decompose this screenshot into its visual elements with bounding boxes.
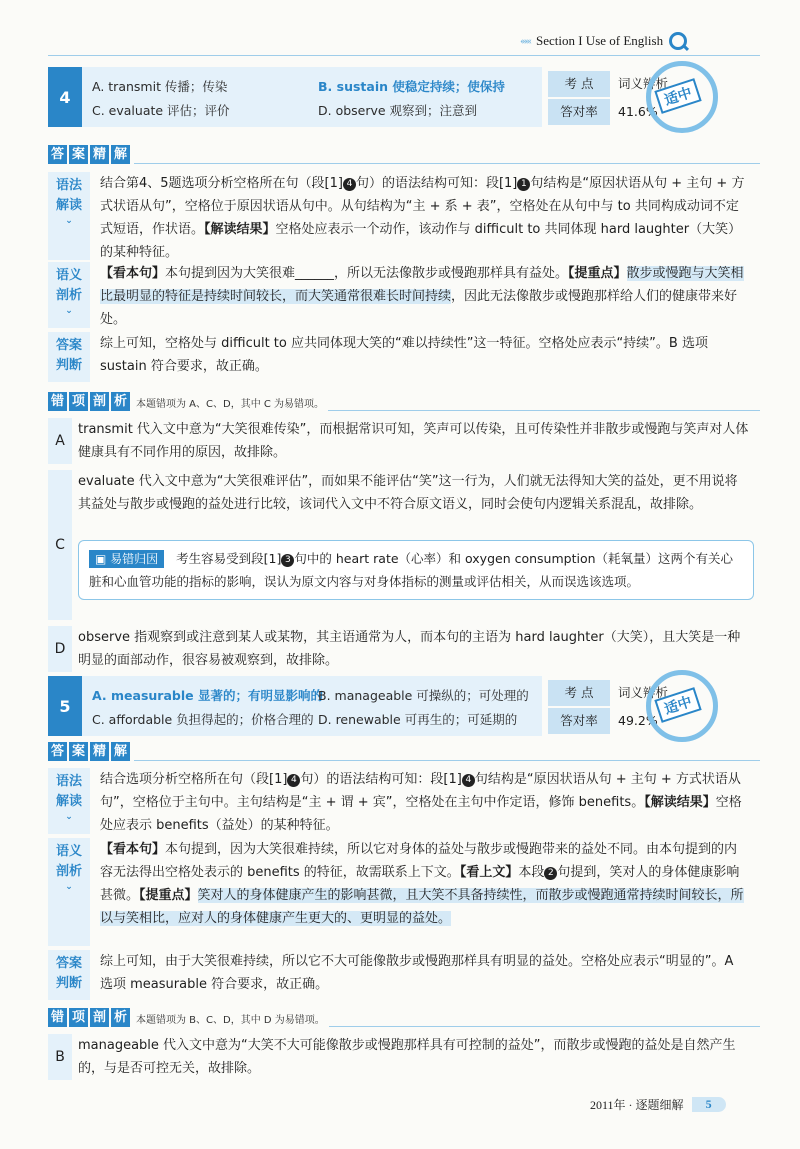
- option-b: B. manageable 可操纵的；可处理的: [318, 688, 529, 703]
- grammar-label: [48, 768, 90, 834]
- question-number: 4: [48, 67, 82, 127]
- title-char: 精: [90, 742, 109, 761]
- page-footer: [590, 1096, 726, 1113]
- label-line: 剖析: [55, 864, 82, 879]
- highlight-text: 散步或慢跑与大笑相比最明显的特征是持续时间较长，而大笑通常很难长时间持续: [100, 266, 744, 304]
- option-d: D. renewable 可再生的；可延期的: [318, 712, 518, 727]
- question-stats: [548, 676, 708, 736]
- option-letter: D: [48, 626, 72, 672]
- text-run: 句）的语法结构可知：段[1]: [300, 772, 462, 787]
- option-c: C. evaluate 评估；评价: [92, 103, 230, 118]
- text-run: 本句提到因为大笑很难______，所以无法像散步或慢跑那样具有益处。: [165, 266, 569, 281]
- header-arrows: ‹‹‹‹‹‹: [520, 35, 530, 47]
- stat-value: 41.6%: [618, 104, 658, 119]
- trap-tag-label: 易错归因: [110, 552, 159, 566]
- trap-box: [78, 540, 754, 600]
- chevron-down-icon: ⌄: [65, 306, 73, 316]
- stat-label: 答对率: [548, 708, 610, 734]
- footer-label: 2011年 · 逐题细解: [590, 1098, 684, 1112]
- title-char: 解: [111, 742, 130, 761]
- q4-option-a-text: transmit 代入文中意为“大笑很难传染”，而根据常识可知，笑声可以传染，且可传染性并非散步或慢跑与笑声对人体健康具有不同作用的原因，故排除。: [78, 422, 749, 460]
- circled-number: 4: [343, 178, 356, 191]
- meaning-label: [48, 838, 90, 946]
- search-q-icon: [669, 32, 687, 50]
- q5-grammar-text: [100, 768, 750, 837]
- title-char: 剖: [90, 392, 109, 411]
- text-run: 句结构是“原因状语从句 + 主句 + 方式状语从句”，空格位于主句中。主句结构是“主 + 谓 + 宾”，空格处在主句中作定语，修饰 benefits。: [100, 772, 741, 810]
- question-5-bar: [48, 676, 756, 736]
- title-char: 错: [48, 392, 67, 411]
- difficulty-stamp: [646, 61, 718, 133]
- label-line: 语法: [55, 774, 82, 789]
- q4-judge-text: 综上可知，空格处与 difficult to 应共同体现大笑的“难以持续性”这一特征。空格处应表示“持续”。B 选项 sustain 符合要求，故正确。: [100, 336, 708, 374]
- text-run: 结合选项分析空格所在句（段[1]: [100, 772, 288, 787]
- difficulty-label: 适中: [654, 687, 701, 723]
- q5-judge-text: 综上可知，由于大笑很难持续，所以它不大可能像散步或慢跑那样具有明显的益处。空格处应表示“明显的”。A 选项 measurable 符合要求，故正确。: [100, 954, 734, 992]
- tag: 【看本句】: [100, 842, 166, 857]
- difficulty-label: 适中: [654, 78, 701, 114]
- label-line: 语法: [55, 178, 82, 193]
- option-a: A. transmit 传播；传染: [92, 79, 228, 94]
- text-run: 考生容易受到段[1]: [176, 551, 282, 566]
- chevron-down-icon: ⌄: [65, 812, 73, 822]
- circled-number: 1: [517, 178, 530, 191]
- wrong-options-title: [48, 392, 760, 411]
- title-char: 项: [69, 1008, 88, 1027]
- title-char: 剖: [90, 1008, 109, 1027]
- tag: 【看上文】: [459, 865, 519, 880]
- wrong-note: 本题错项为 B、C、D，其中 D 为易错项。: [136, 1015, 325, 1026]
- chevron-down-icon: ⌄: [65, 882, 73, 892]
- question-stats: [548, 67, 708, 127]
- label-line: 语义: [55, 844, 82, 859]
- circled-number: 3: [281, 554, 294, 567]
- question-options: [82, 676, 542, 736]
- q4-option-d-text: observe 指观察到或注意到某人或某物，其主语通常为人，而本句的主语为 hard laughter（大笑），且大笑是一种明显的面部动作，很容易被观察到，故排除。: [78, 630, 741, 668]
- option-d: D. observe 观察到；注意到: [318, 103, 478, 118]
- text-run: 句结构是“原因状语从句 + 主句 + 方式状语从句”，空格位于原因状语从句中。从句结构为“主 + 系 + 表”，空格处在从句中与 to 共同构成动词不定式短语，作状语。: [100, 176, 745, 237]
- text-run: 句中的 heart rate（心率）和 oxygen consumption（耗氧量）这两个有关心脏和心血管功能的指标的影响，误认为原文内容与对身体指标的测量或评估相关，从而误选该选项。: [89, 551, 734, 589]
- text-run: 结合第4、5题选项分析空格所在句（段[1]: [100, 176, 343, 191]
- label-line: 答案: [55, 956, 82, 971]
- tag: 【看本句】: [100, 266, 166, 281]
- stat-label: 答对率: [548, 99, 610, 125]
- q4-option-c-text: evaluate 代入文中意为“大笑很难评估”，而如果不能评估“笑”这一行为，人们就无法得知大笑的益处，更不用说将其益处与散步或慢跑的益处进行比较，该词代入文中不符合原文语义，同时会使句内逻辑关系混乱，故排除。: [78, 474, 738, 512]
- highlight-text: 笑对人的身体健康产生的影响甚微，且大笑不具备持续性，而散步或慢跑通常持续时间较长，所以与笑相比，应对人的身体健康产生更大的、更明显的益处。: [100, 888, 744, 926]
- label-line: 解读: [55, 198, 82, 213]
- label-line: 语义: [55, 268, 82, 283]
- judge-label: [48, 332, 90, 382]
- answer-analysis-title: [48, 145, 760, 164]
- text-run: 句提到，笑对人的身体健康影响甚微。: [100, 865, 740, 903]
- title-char: 析: [111, 392, 130, 411]
- text-run: ，因此无法像散步或慢跑那样给人们的健康带来好处。: [100, 289, 738, 327]
- option-c: C. affordable 负担得起的；价格合理的: [92, 712, 314, 727]
- title-char: 案: [69, 742, 88, 761]
- option-letter: B: [48, 1034, 72, 1080]
- trap-tag: ▣ 易错归因: [89, 550, 164, 568]
- text-run: 本段: [518, 865, 545, 880]
- stat-label: 考 点: [548, 680, 610, 706]
- section-title: Section I Use of English: [535, 33, 664, 48]
- label-line: 解读: [55, 794, 82, 809]
- meaning-label: [48, 262, 90, 328]
- title-char: 精: [90, 145, 109, 164]
- tag: 【提重点】: [568, 266, 627, 281]
- stat-value: 49.2%: [618, 713, 658, 728]
- question-options: [82, 67, 542, 127]
- q4-grammar-text: [100, 172, 750, 264]
- label-line: 判断: [55, 358, 82, 373]
- option-b-correct: B. sustain 使稳定持续；使保持: [318, 79, 505, 94]
- stat-value: 词义辨析: [618, 76, 669, 91]
- answer-analysis-title: [48, 742, 760, 761]
- q5-option-b-text: manageable 代入文中意为“大笑不大可能像散步或慢跑那样具有可控制的益处”，而散步或慢跑的益处是自然产生的，与是否可控无关，故排除。: [78, 1038, 736, 1076]
- q5-meaning-text: [100, 838, 750, 930]
- circled-number: 2: [544, 867, 557, 880]
- wrong-note: 本题错项为 A、C、D，其中 C 为易错项。: [136, 399, 325, 410]
- page-number: 5: [692, 1097, 726, 1112]
- label-line: 剖析: [55, 288, 82, 303]
- option-a-correct: A. measurable 显著的；有明显影响的: [92, 688, 323, 703]
- header-divider: [48, 55, 760, 56]
- title-char: 案: [69, 145, 88, 164]
- wrong-options-title: [48, 1008, 760, 1027]
- option-letter: A: [48, 418, 72, 464]
- tag: 【提重点】: [139, 888, 198, 903]
- text-run: 句）的语法结构可知：段[1]: [355, 176, 518, 191]
- title-char: 项: [69, 392, 88, 411]
- question-number: 5: [48, 676, 82, 736]
- question-4-bar: [48, 67, 756, 127]
- circled-number: 4: [462, 774, 475, 787]
- option-letter: C: [48, 470, 72, 620]
- title-char: 错: [48, 1008, 67, 1027]
- difficulty-stamp: [646, 670, 718, 742]
- label-line: 答案: [55, 338, 82, 353]
- chevron-down-icon: ⌄: [65, 216, 73, 226]
- grammar-label: [48, 172, 90, 260]
- title-char: 答: [48, 742, 67, 761]
- q4-meaning-text: [100, 262, 750, 331]
- text-run: 本句提到，因为大笑很难持续，所以它对身体的益处与散步或慢跑带来的益处不同。由本句提到的内容无法得出空格处表示的 benefits 的特征，故需联系上下文。: [100, 842, 738, 880]
- title-char: 析: [111, 1008, 130, 1027]
- circled-number: 4: [287, 774, 300, 787]
- text-run: 空格处应表示 benefits（益处）的某种特征。: [100, 795, 742, 833]
- page-header: [520, 32, 687, 50]
- result-tag: 【解读结果】: [204, 222, 276, 237]
- stat-label: 考 点: [548, 71, 610, 97]
- text-run: 空格处应表示一个动作，该动作与 difficult to 共同体现 hard laughter（大笑）的某种特征。: [100, 222, 742, 260]
- result-tag: 【解读结果】: [644, 795, 716, 810]
- judge-label: [48, 950, 90, 1000]
- label-line: 判断: [55, 976, 82, 991]
- stat-value: 词义辨析: [618, 685, 669, 700]
- title-char: 解: [111, 145, 130, 164]
- title-char: 答: [48, 145, 67, 164]
